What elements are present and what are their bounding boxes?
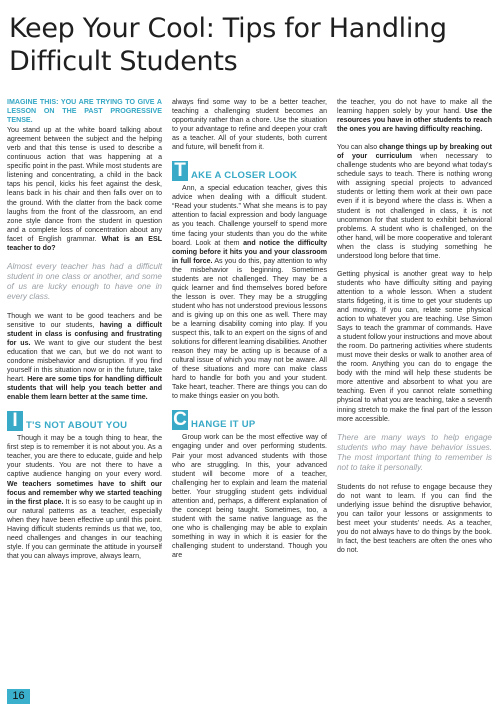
tips-intro-text-b: We want to give our student the best education that we can, but we do not want to condone misbehavior and disruption. If you find yourself in this situation now or in the future, take heart. xyxy=(7,339,162,384)
intro-paragraph xyxy=(7,126,162,253)
intro-question: What is an ESL teacher to do? xyxy=(7,235,163,252)
tips-intro-text-a: Though we want to be good teachers and be sensitive to our students, xyxy=(7,312,162,329)
not-about-you-bold: We teachers sometimes have to shift our focus and remember why we started teaching in the first place. xyxy=(7,480,162,506)
closer-look-text-b: As you do this, pay attention to why the misbehavior is beginning. Sometimes students are not challenged. They may be a quick learner and find themselves bored before the lesson is over. They may be a struggling student who has not understood previous lessons and is giving up on this one as well. There may be a learning disability coming into play. If you suspect this, talk to an expert on the signs of and solutions for different learning disabilities. Another reason they may be acting up is because of a cultural issue of which you may not be aware. All of these situations and more can make class hard to handle for both you and your student. Take heart, teacher. There are things you can do to make things easier on you both. xyxy=(172,257,328,401)
pull-quote-1: Almost every teacher has had a difficult student in one class or another, and some of us are lucky enough to have one in every class. xyxy=(7,261,162,301)
curriculum-bold: change things up by breaking out of your curriculum xyxy=(337,144,492,161)
closing-paragraph: Students do not refuse to engage because they do not want to learn. If you can find the underlying issue behind the disruptive behavior, you can tailor your lessons or assignments to best meet your students' needs. As a teacher, you do not always have to do things by the book. In fact, the best teachers are often the ones who do not. xyxy=(337,483,492,554)
section-heading-change-it-up xyxy=(172,410,327,430)
tips-intro-bold-b: Here are some tips for handling difficult students that will help you teach better and enable them learn better at the same time. xyxy=(7,376,162,402)
not-about-you-text-b: It is so easy to be caught up in our natural patterns as a teacher, especially when they have been effective up until this point. Having difficult students reminds us that we, too, need challenges and changes in our teaching style. If you can germinate the attitude in yourself that you can always improve, always learn, xyxy=(7,498,163,560)
curriculum-text-a: You can also xyxy=(337,144,378,152)
pull-quote-2: There are many ways to help engage students who may have behavior issues. The most important thing to remember is not to take it personally. xyxy=(337,432,492,472)
article-title: Keep Your Cool: Tips for Handling Difficult Students xyxy=(9,13,447,77)
not-about-you-paragraph xyxy=(7,434,162,561)
resources-text: the teacher, you do not have to make all the learning happen solely by your hand. xyxy=(337,99,492,116)
intro-lead: IMAGINE THIS: YOU ARE TRYING TO GIVE A LESSON ON THE PAST PROGRESSIVE TENSE. xyxy=(7,98,162,125)
curriculum-paragraph xyxy=(337,143,492,261)
drop-cap: T xyxy=(172,161,188,181)
section-heading-not-about-you xyxy=(7,411,162,431)
section-heading-text: HANGE IT UP xyxy=(191,419,256,431)
page-number: 16 xyxy=(7,689,30,704)
column-2 xyxy=(172,98,327,569)
closer-look-text-a: Ann, a special education teacher, gives this advice when dealing with a difficult student. “Read your students.” What she means is to pay attention to facial expression and body language as you teach. Challenge yourself to spend more time facing your students than you do the white board. Look at them xyxy=(172,185,327,247)
continuation-paragraph: always find some way to be a better teacher, teaching a challenging student becomes an opportunity rather than a chore. Use the situation to your advantage to refine and deepen your craft as a teacher. All of your students, both current and future, will benefit from it. xyxy=(172,99,327,152)
change-it-up-paragraph: Group work can be the most effective way of engaging under and over performing students. Pair your most advanced students with those who are struggling. In this, your advanced student will become more of a teacher, challenging her to explain and learn the material better. Your struggling student gets individual attention and, perhaps, a different explanation of the concept being taught. Sometimes, too, a student with the same native language as the one who is challenging may be able to explain something in way in which it is easier for the challenging student to understand. Though you are xyxy=(172,434,327,560)
column-1 xyxy=(7,98,162,570)
section-heading-text: AKE A CLOSER LOOK xyxy=(191,170,298,182)
not-about-you-text-a: Though it may be a tough thing to hear, the first step is to remember it is not about you. As a teacher, you are there to educate, guide and help your students. You are not there to have a captive audience hanging on your every word. xyxy=(7,435,162,479)
closer-look-bold: and notice the difficulty coming before it hits you and your classroom in full force. xyxy=(172,239,328,265)
tips-intro-bold-a: having a difficult student in class is confusing and frustrating for us. xyxy=(7,321,162,347)
closer-look-paragraph xyxy=(172,184,327,401)
resources-paragraph xyxy=(337,98,492,134)
drop-cap: C xyxy=(173,409,187,431)
physical-paragraph: Getting physical is another great way to help students who have difficulty sitting and paying attention to a whole lesson. When a student starts fidgeting, it is time to get your students up and moving. If you can, relate some physical action to whatever you are teaching. Use Simon Says to teach the grammar of commands. Have a student follow your instructions and move about the room. Do partnering activities where students must move their desks or walk to another area of the room. Anything you can do to engage the body with the mind will help these students be more attentive and absorbent to what you are teaching. Even if you cannot relate something physical to what you are teaching, take a seventh inning stretch to make the final part of the lesson more accessible. xyxy=(337,270,492,423)
intro-text: You stand up at the white board talking about agreement between the subject and the helping verb and that this tense is used to describe a continuous action that was happening at a specific point in the past. While most students are listening and concentrating, a child in the back taps his pencil, kicks his feet against the desk, leans back in his chair and then falls over on to the ground. With the clatter from the back come laughs from the front of the classroom, an end zone style dance from the student in question and a complete loss of concentration about any facet of English grammar. xyxy=(7,127,162,243)
curriculum-text-b: when necessary to challenge students who are beyond what today's schedule says to teach. There is nothing wrong with assigning special projects to advanced students or letting them work at their own pace even if it is beyond where the class is. When a student is not challenged in class, it is not uncommon for that student to exhibit behavioral problems. A student who is challenged, on the other hand, will be more cooperative and tolerant when the class is studying something he understood long before that time. xyxy=(337,153,492,260)
section-heading-closer-look xyxy=(172,161,327,181)
tips-intro-paragraph xyxy=(7,312,162,402)
drop-cap: I xyxy=(7,411,23,431)
column-3 xyxy=(337,98,492,564)
section-heading-text: T'S NOT ABOUT YOU xyxy=(26,420,128,432)
resources-bold: Use the resources you have in other students to reach the ones you are having difficulty reaching. xyxy=(337,108,492,134)
